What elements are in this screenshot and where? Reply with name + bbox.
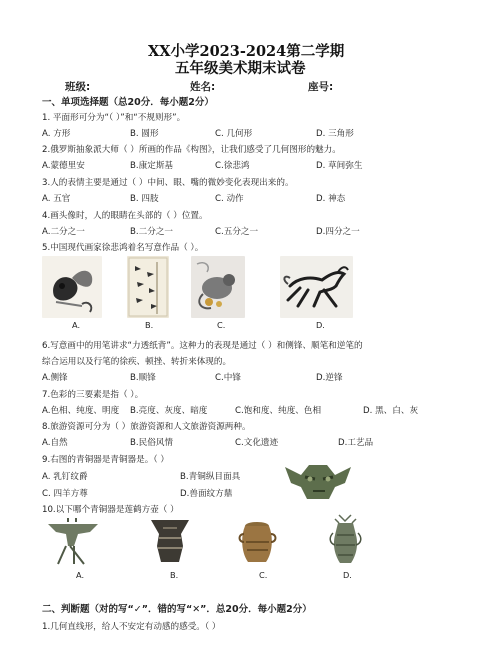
q10-label-c: C. <box>259 570 268 580</box>
question-2: 2.俄罗斯抽象派大师（ ）所画的作品《构图》，让我们感受了几何图形的魅力。 <box>42 145 341 155</box>
q2-option-b: B.康定斯基 <box>130 161 174 171</box>
q9-option-b: B.青铜纵目面具 <box>180 472 241 482</box>
q6-option-d: D.逆锋 <box>316 373 343 383</box>
q10-label-a: A. <box>76 570 85 580</box>
q2-option-a: A.蒙德里安 <box>42 161 85 171</box>
bronze-jue-image <box>44 516 102 566</box>
exam-title-line2: 五年级美术期末试卷 <box>175 60 306 77</box>
q6-option-a: A.侧锋 <box>42 373 68 383</box>
seat-label: 座号: <box>308 81 334 93</box>
q10-label-d: D. <box>343 570 352 580</box>
q1-option-d: D. 三角形 <box>316 129 354 139</box>
question-7: 7.色彩的三要素是指（ ）。 <box>42 390 144 400</box>
question-6-line2: 综合运用以及行笔的徐疾、顿挫、转折来体现的。 <box>42 357 232 367</box>
q4-option-d: D.四分之一 <box>316 227 360 237</box>
q8-option-b: B.民俗风情 <box>130 438 174 448</box>
q1-option-c: C. 几何形 <box>215 129 253 139</box>
q7-option-d: D. 黑、白、灰 <box>363 406 419 416</box>
section-title-single-choice: 一、单项选择题（总20分．每小题2分） <box>42 97 214 108</box>
question-3: 3.人的表情主要是通过（ ）中间、眼、嘴的微妙变化表现出来的。 <box>42 178 294 188</box>
question-10: 10.以下哪个青铜器是莲鹤方壶（ ） <box>42 505 179 515</box>
q8-option-c: C.文化遗迹 <box>235 438 279 448</box>
q8-option-d: D.工艺品 <box>338 438 374 448</box>
class-label: 班级: <box>65 81 91 93</box>
question-4: 4.画头像时，人的眼睛在头部的（ ）位置。 <box>42 211 208 221</box>
painting-squirrel-image <box>42 256 102 318</box>
question-5: 5.中国现代画家徐悲鸿着名写意作品（ ）。 <box>42 243 204 253</box>
q2-option-c: C.徐悲鸿 <box>215 161 250 171</box>
name-label: 姓名: <box>190 81 216 93</box>
q1-option-b: B. 圆形 <box>130 129 159 139</box>
question-9: 9.右图的青铜器是青铜器是。（ ） <box>42 455 169 465</box>
q2-option-d: D. 草间弥生 <box>316 161 363 171</box>
judgment-question-1: 1.几何直线形，给人不安定有动感的感受。（ ） <box>42 622 221 632</box>
q5-label-d: D. <box>316 320 325 330</box>
bronze-gui-image <box>234 516 281 566</box>
q3-option-c: C. 动作 <box>215 194 244 204</box>
q4-option-b: B.二分之一 <box>130 227 174 237</box>
q3-option-b: B. 四肢 <box>130 194 159 204</box>
q6-option-b: B.顺锋 <box>130 373 156 383</box>
bronze-mask-image <box>279 457 357 503</box>
q1-option-a: A. 方形 <box>42 129 71 139</box>
painting-horse-image <box>280 256 353 318</box>
q8-option-a: A.自然 <box>42 438 68 448</box>
question-1: 1. 平面形可分为“（ ）”和“不规则形”。 <box>42 113 186 123</box>
bronze-zun-image <box>145 516 195 566</box>
q5-label-a: A. <box>72 320 81 330</box>
q9-option-a: A. 乳钉纹爵 <box>42 472 88 482</box>
q7-option-a: A.色相、纯度、明度 <box>42 406 120 416</box>
q4-option-c: C.五分之一 <box>215 227 259 237</box>
painting-rat-image <box>191 256 245 318</box>
q5-label-c: C. <box>217 320 226 330</box>
q9-option-d: D.兽面纹方鼎 <box>180 489 233 499</box>
q3-option-d: D. 神态 <box>316 194 346 204</box>
bronze-lotus-crane-pot-image <box>329 513 362 567</box>
question-6-line1: 6.写意画中的用笔讲求“力透纸背”。这种力的表现是通过（ ）和侧锋、顺笔和逆笔的 <box>42 341 363 351</box>
q10-label-b: B. <box>170 570 179 580</box>
exam-title-line1: XX小学2023-2024第二学期 <box>148 43 345 60</box>
q7-option-c: C.饱和度、纯度、色相 <box>235 406 322 416</box>
painting-birds-scroll-image <box>127 256 169 318</box>
section-title-true-false: 二、判断题（对的写“✓”．错的写“✕”．总20分．每小题2分） <box>42 604 312 615</box>
q4-option-a: A.二分之一 <box>42 227 85 237</box>
q3-option-a: A. 五官 <box>42 194 71 204</box>
q6-option-c: C.中锋 <box>215 373 241 383</box>
question-8: 8.旅游资源可分为（ ）旅游资源和人文旅游资源两种。 <box>42 422 251 432</box>
q9-option-c: C. 四羊方尊 <box>42 489 88 499</box>
q7-option-b: B.亮度、灰度、暗度 <box>130 406 208 416</box>
q5-label-b: B. <box>145 320 154 330</box>
